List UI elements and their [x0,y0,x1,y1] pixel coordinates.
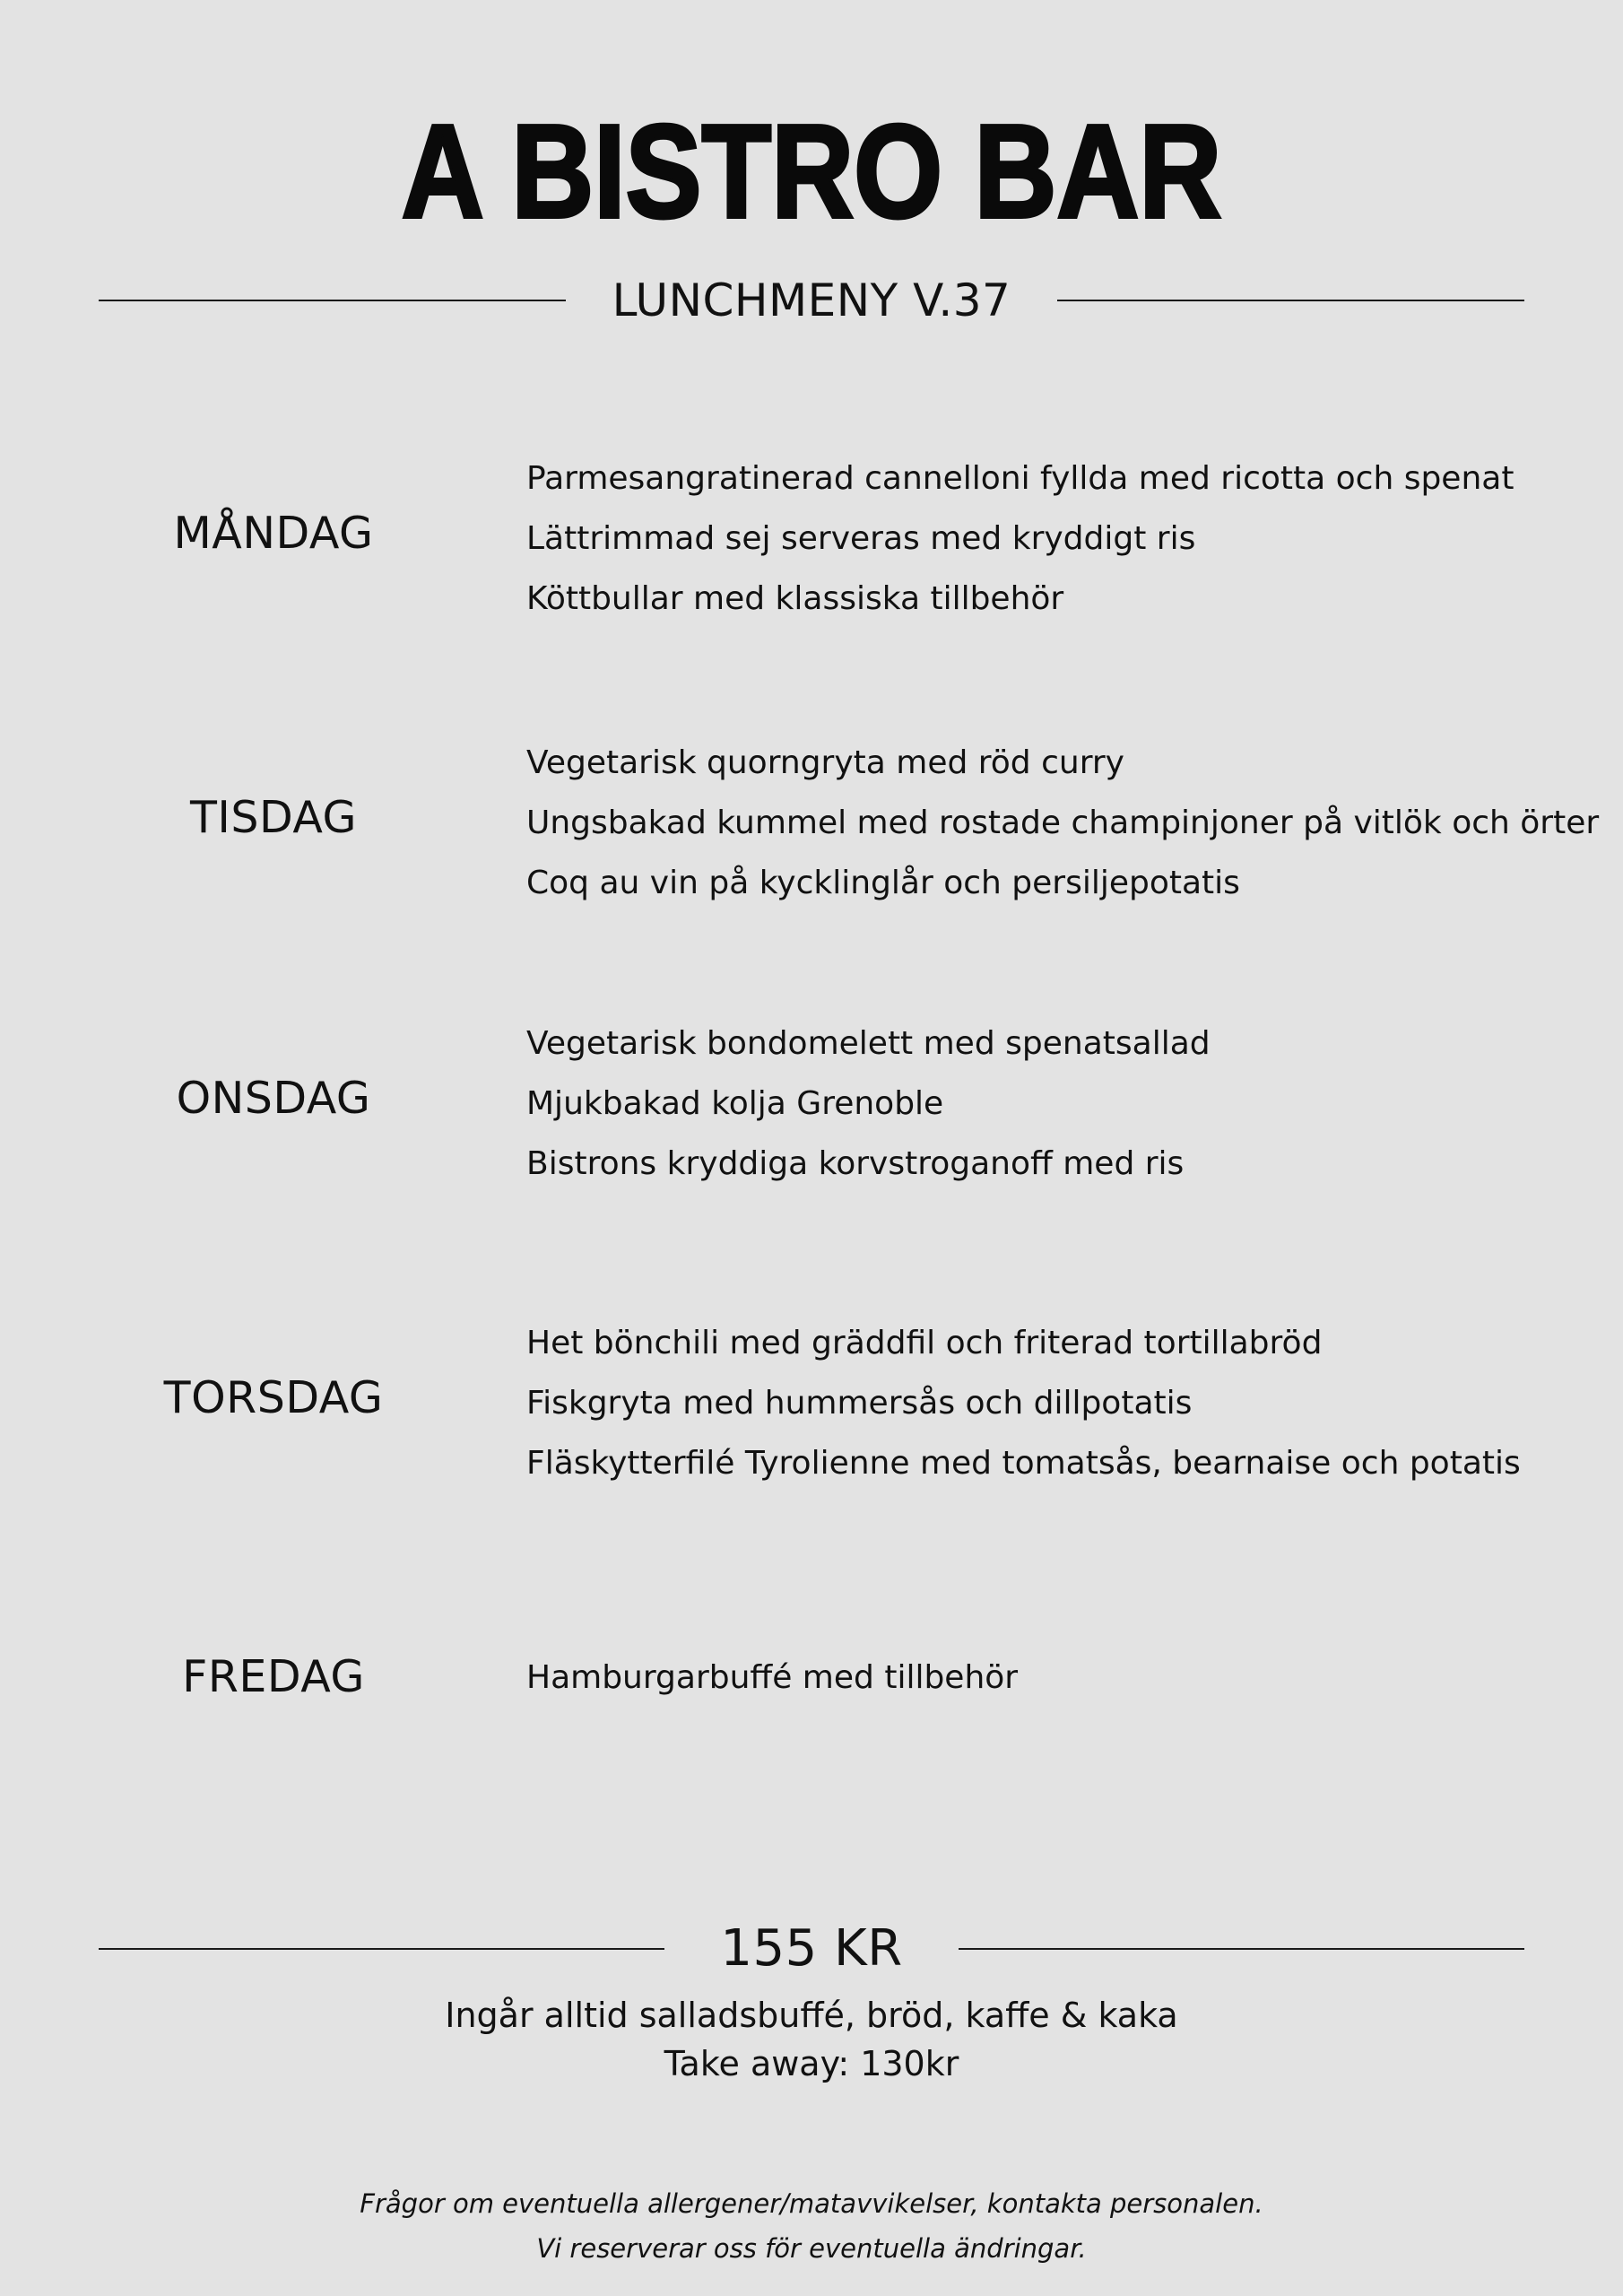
restaurant-logo-title: A BISTRO BAR [401,98,1222,246]
day-name: TORSDAG [163,1372,384,1423]
dish-list [526,1313,1602,1493]
dish-list [526,448,1602,629]
divider-left [99,1948,664,1950]
divider-right [959,1948,1524,1950]
dish-list [526,733,1602,913]
footer-notes [0,2181,1623,2271]
dish-item: Köttbullar med klassiska tillbehör [526,580,1064,617]
dish-list [526,1013,1602,1194]
takeaway-price: Take away: 130kr [664,2044,959,2083]
includes-text: Ingår alltid salladsbuffé, bröd, kaffe & kaka [445,1996,1178,2035]
day-name: MÅNDAG [173,508,374,559]
dish-item: Lättrimmad sej serveras med kryddigt ris [526,520,1196,557]
divider-left [99,300,566,301]
day-name: ONSDAG [176,1073,371,1124]
dish-item: Coq au vin på kycklinglår och persiljepotatis [526,865,1240,901]
allergy-note: Frågor om eventuella allergener/matavvikelser, kontakta personalen. [360,2188,1263,2219]
price-details [0,1991,1623,2088]
dish-item: Bistrons kryddiga korvstroganoff med ris [526,1145,1185,1182]
dish-item: Ungsbakad kummel med rostade champinjoner på vitlök och örter [526,804,1600,841]
dish-item: Vegetarisk quorngryta med röd curry [526,744,1124,781]
week-label: LUNCHMENY V.37 [612,274,1011,326]
dish-item: Fiskgryta med hummersås och dillpotatis [526,1385,1193,1422]
divider-right [1057,300,1524,301]
dish-item: Parmesangratinerad cannelloni fyllda med ricotta och spenat [526,460,1515,497]
dish-item: Fläskytterfilé Tyrolienne med tomatsås, bearnaise och potatis [526,1445,1521,1482]
dish-item: Mjukbakad kolja Grenoble [526,1085,944,1122]
week-heading [99,274,1524,326]
dish-list [526,1648,1602,1708]
day-name: TISDAG [190,792,357,843]
dish-item: Hamburgarbuffé med tillbehör [526,1659,1019,1696]
price-heading [99,1919,1524,1978]
dish-item: Vegetarisk bondomelett med spenatsallad [526,1025,1211,1062]
price-label: 155 KR [720,1919,903,1978]
changes-note: Vi reserverar oss för eventuella ändringar. [536,2233,1087,2264]
dish-item: Het bönchili med gräddfil och friterad tortillabröd [526,1325,1323,1361]
day-name: FREDAG [182,1651,365,1702]
